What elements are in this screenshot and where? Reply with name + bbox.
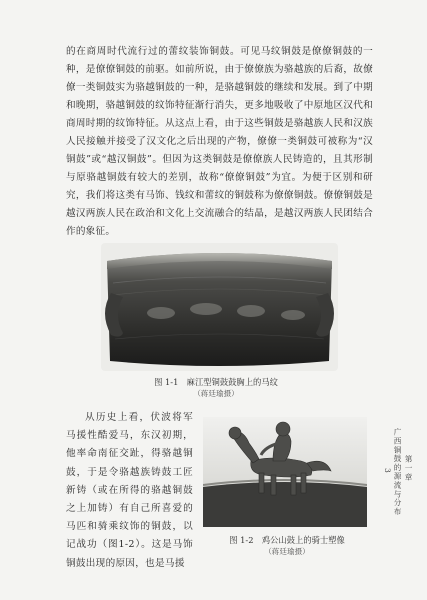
figure-2-caption: 图 1-2 鸡公山鼓上的骑士塑像 xyxy=(229,535,345,545)
rider-sculpture-photo xyxy=(203,417,367,527)
chapter-label: 第一章 xyxy=(404,454,413,482)
bronze-drum-photo xyxy=(101,243,338,371)
figure-1-caption-block xyxy=(126,376,306,400)
figure-2-caption-block xyxy=(208,534,366,558)
figure-2-credit: （蒋廷瑜摄） xyxy=(264,547,310,556)
running-head xyxy=(383,420,414,516)
chapter-title: 广西铜鼓的源流与分布 xyxy=(393,428,402,516)
figure-1-caption: 图 1-1 麻江型铜鼓鼓胸上的马纹 xyxy=(154,377,278,387)
figure-1-credit: （蒋廷瑜摄） xyxy=(193,389,239,398)
body-paragraph-1: 的在商周时代流行过的蕾纹装饰铜鼓。可见马纹铜鼓是僚僚铜鼓的一种，是僚僚铜鼓的前驱。如前所说，由于僚僚族为骆越族的后裔，故僚僚一类铜鼓实为骆越铜鼓的一种，是骆越铜鼓的继续和发展。到了中期和晚期，骆越铜鼓的纹饰特征渐行消失，更多地吸收了中原地区汉代和商周时期的纹饰特征。从这点上看，由于这些铜鼓是骆越族人民和汉族人民接触并接受了汉文化之后出现的产物，僚僚一类铜鼓可被称为“汉铜鼓”或“越汉铜鼓”。但因为这类铜鼓是僚僚族人民铸造的，且其形制与原骆越铜鼓有较大的差别，故称“僚僚铜鼓”为宜。为便于区别和研究，我们将这类有马饰、钱纹和蕾纹的铜鼓称为僚僚铜鼓。僚僚铜鼓是越汉两族人民在政治和文化上交流融合的结晶，是越汉两族人民团结合作的象征。 xyxy=(66,46,373,237)
page-number: 3 xyxy=(383,467,392,475)
body-paragraph-2: 从历史上看，伏波将军马援性酷爱马，东汉初期，他率命南征交趾，得骆越铜鼓，于是令骆越族铸鼓工匠新铸（或在所得的骆越铜鼓之上加铸）有自己所喜爱的马匹和骑乘纹饰的铜鼓，以记战功（图1-2）。这是马饰铜鼓出现的原因，也是马援 xyxy=(66,412,193,569)
